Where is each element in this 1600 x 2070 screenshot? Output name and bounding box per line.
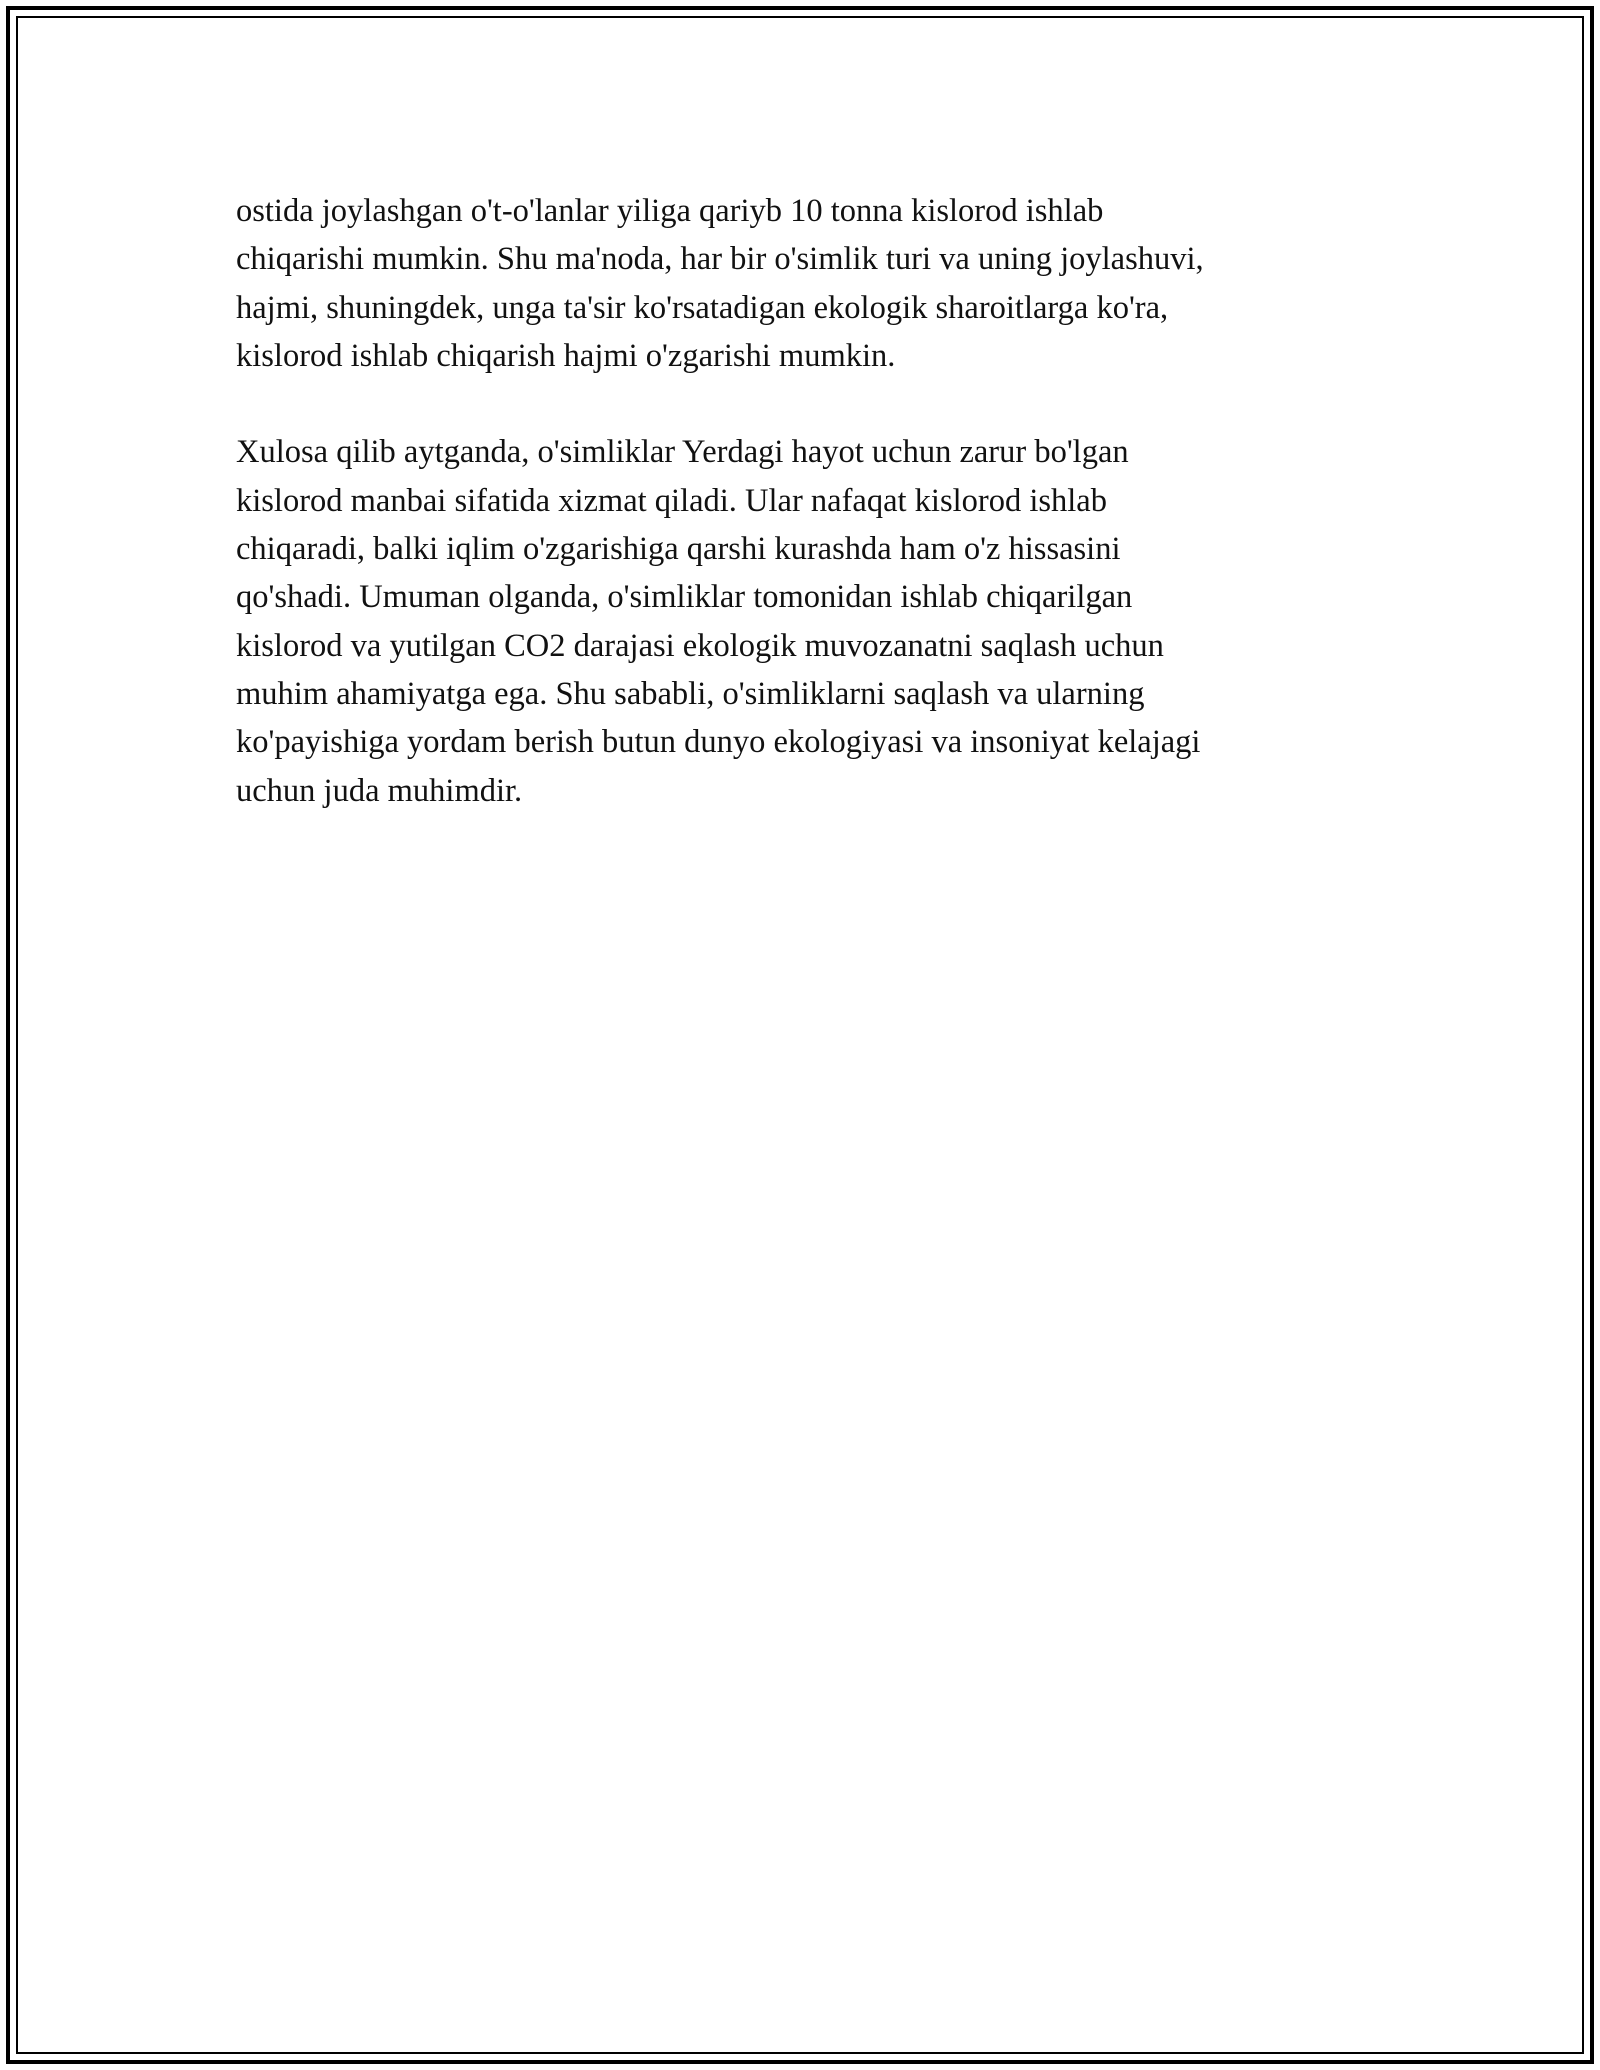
text-line: muhim ahamiyatga ega. Shu sababli, o'simliklarni saqlash va ularning	[236, 675, 1145, 712]
paragraph-1	[236, 187, 1366, 380]
text-line: kislorod manbai sifatida xizmat qiladi. Ular nafaqat kislorod ishlab	[236, 482, 1107, 519]
document-body	[236, 187, 1366, 815]
text-line: ostida joylashgan o't-o'lanlar yiliga qariyb 10 tonna kislorod ishlab	[236, 193, 1104, 229]
text-line: chiqarishi mumkin. Shu ma'noda, har bir o'simlik turi va uning joylashuvi,	[236, 241, 1204, 278]
paragraph-2	[236, 428, 1366, 814]
text-line: Xulosa qilib aytganda, o'simliklar Yerdagi hayot uchun zarur bo'lgan	[236, 434, 1129, 471]
text-line: chiqaradi, balki iqlim o'zgarishiga qarshi kurashda ham o'z hissasini	[236, 531, 1121, 568]
text-line: ko'payishiga yordam berish butun dunyo ekologiyasi va insoniyat kelajagi	[236, 724, 1201, 761]
text-line: kislorod va yutilgan CO2 darajasi ekologik muvozanatni saqlash uchun	[236, 627, 1164, 664]
text-line: kislorod ishlab chiqarish hajmi o'zgarishi mumkin.	[236, 337, 896, 374]
text-line: uchun juda muhimdir.	[236, 772, 523, 809]
text-line: qo'shadi. Umuman olganda, o'simliklar tomonidan ishlab chiqarilgan	[236, 579, 1133, 616]
text-line: hajmi, shuningdek, unga ta'sir ko'rsatadigan ekologik sharoitlarga ko'ra,	[236, 289, 1169, 326]
